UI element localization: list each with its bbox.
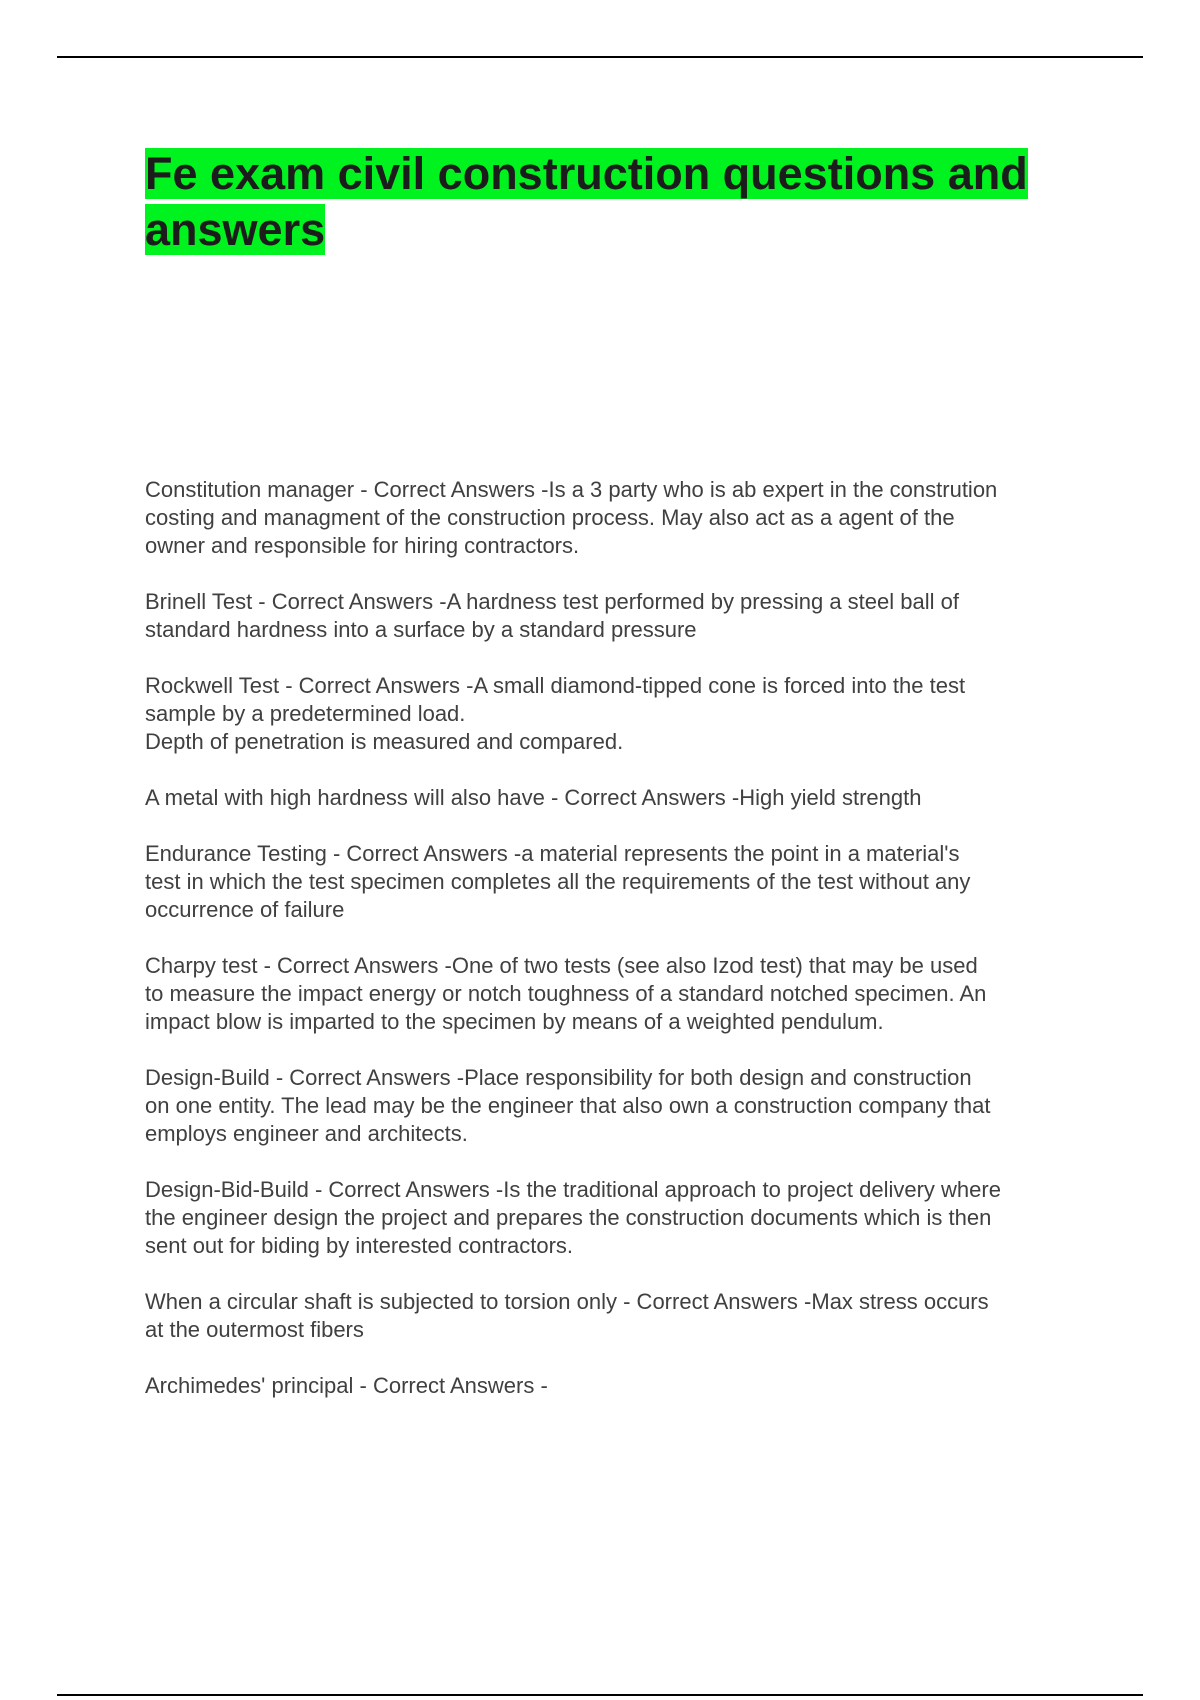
qa-line: Depth of penetration is measured and compared. bbox=[145, 729, 624, 754]
qa-item-metal-hardness bbox=[145, 784, 1090, 812]
qa-line: Design-Build - Correct Answers -Place responsibility for both design and construction bbox=[145, 1065, 972, 1090]
qa-line: employs engineer and architects. bbox=[145, 1121, 468, 1146]
bottom-rule bbox=[57, 1694, 1143, 1696]
qa-item-design-build bbox=[145, 1064, 1090, 1148]
qa-line: on one entity. The lead may be the engineer that also own a construction company that bbox=[145, 1093, 991, 1118]
title-highlight: Fe exam civil construction questions and answers bbox=[145, 148, 1028, 255]
qa-line: costing and managment of the construction process. May also act as a agent of the bbox=[145, 505, 955, 530]
qa-line: owner and responsible for hiring contractors. bbox=[145, 533, 580, 558]
qa-item-constitution-manager bbox=[145, 476, 1090, 560]
qa-item-endurance-testing bbox=[145, 840, 1090, 924]
qa-item-circular-shaft-torsion bbox=[145, 1288, 1090, 1344]
qa-item-design-bid-build bbox=[145, 1176, 1090, 1260]
qa-line: A metal with high hardness will also have - Correct Answers -High yield strength bbox=[145, 785, 922, 810]
top-rule bbox=[57, 56, 1143, 58]
qa-line: test in which the test specimen completes all the requirements of the test without any bbox=[145, 869, 971, 894]
qa-line: sample by a predetermined load. bbox=[145, 701, 466, 726]
page-title bbox=[145, 146, 1095, 258]
qa-line: Design-Bid-Build - Correct Answers -Is the traditional approach to project delivery where bbox=[145, 1177, 1001, 1202]
qa-line: sent out for biding by interested contractors. bbox=[145, 1233, 574, 1258]
qa-line: to measure the impact energy or notch toughness of a standard notched specimen. An bbox=[145, 981, 987, 1006]
qa-item-brinell-test bbox=[145, 588, 1090, 644]
qa-line: Archimedes' principal - Correct Answers - bbox=[145, 1373, 548, 1398]
qa-line: Endurance Testing - Correct Answers -a material represents the point in a material's bbox=[145, 841, 960, 866]
qa-line: standard hardness into a surface by a standard pressure bbox=[145, 617, 697, 642]
qa-line: When a circular shaft is subjected to torsion only - Correct Answers -Max stress occurs bbox=[145, 1289, 989, 1314]
qa-list bbox=[145, 476, 1090, 1428]
qa-item-charpy-test bbox=[145, 952, 1090, 1036]
qa-line: Rockwell Test - Correct Answers -A small diamond-tipped cone is forced into the test bbox=[145, 673, 966, 698]
qa-line: impact blow is imparted to the specimen by means of a weighted pendulum. bbox=[145, 1009, 884, 1034]
qa-item-rockwell-test bbox=[145, 672, 1090, 756]
qa-line: at the outermost fibers bbox=[145, 1317, 364, 1342]
qa-item-archimedes-principal bbox=[145, 1372, 1090, 1400]
qa-line: Brinell Test - Correct Answers -A hardness test performed by pressing a steel ball of bbox=[145, 589, 959, 614]
qa-line: the engineer design the project and prepares the construction documents which is then bbox=[145, 1205, 992, 1230]
qa-line: Charpy test - Correct Answers -One of two tests (see also Izod test) that may be used bbox=[145, 953, 978, 978]
qa-line: Constitution manager - Correct Answers -Is a 3 party who is ab expert in the constrution bbox=[145, 477, 998, 502]
qa-line: occurrence of failure bbox=[145, 897, 345, 922]
